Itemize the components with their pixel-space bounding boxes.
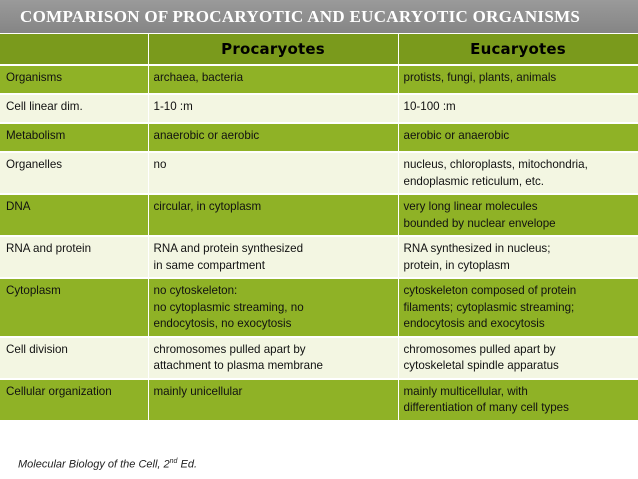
row-label: Cell division <box>0 337 148 379</box>
cell-line: nucleus, chloroplasts, mitochondria, <box>403 158 588 171</box>
procaryote-cell <box>148 194 398 236</box>
eucaryote-cell <box>398 236 638 278</box>
eucaryote-cell <box>398 278 638 337</box>
procaryote-cell <box>148 278 398 337</box>
row-label: Cytoplasm <box>0 278 148 337</box>
table-row <box>0 152 638 194</box>
table-header-row <box>0 34 638 65</box>
eucaryote-cell <box>398 65 638 94</box>
cell-line: mainly multicellular, with <box>403 384 528 398</box>
cell-line: 10-100 :m <box>403 100 456 113</box>
eucaryote-cell <box>398 379 638 421</box>
cell-line: RNA synthesized in nucleus; <box>403 242 551 255</box>
source-superscript: nd <box>169 458 178 465</box>
eucaryote-cell <box>398 337 638 379</box>
header-eucaryotes: Eucaryotes <box>398 34 638 65</box>
header-cell-empty <box>0 34 148 65</box>
cell-line: endocytosis, no exocytosis <box>153 317 292 330</box>
table-row <box>0 65 638 94</box>
cell-line: archaea, bacteria <box>153 71 244 84</box>
cell-line: protists, fungi, plants, animals <box>403 71 557 84</box>
cell-line: no <box>153 158 167 171</box>
cell-line: cytoskeleton composed of protein <box>403 284 577 297</box>
cell-line: aerobic or anaerobic <box>403 129 510 142</box>
procaryote-cell <box>148 123 398 152</box>
eucaryote-cell <box>398 94 638 123</box>
comparison-table <box>0 34 638 422</box>
cell-line: attachment to plasma membrane <box>153 359 323 372</box>
cell-line: chromosomes pulled apart by <box>403 342 556 356</box>
cell-line: cytoskeletal spindle apparatus <box>403 359 559 372</box>
table-row <box>0 379 638 421</box>
cell-line: no cytoplasmic streaming, no <box>153 300 304 314</box>
procaryote-cell <box>148 152 398 194</box>
row-label: Organisms <box>0 65 148 94</box>
cell-line: chromosomes pulled apart by <box>153 342 306 356</box>
cell-line: anaerobic or aerobic <box>153 129 260 142</box>
procaryote-cell <box>148 236 398 278</box>
source-citation <box>18 458 197 471</box>
header-procaryotes: Procaryotes <box>148 34 398 65</box>
row-label: Metabolism <box>0 123 148 152</box>
table-row <box>0 194 638 236</box>
cell-line: differentiation of many cell types <box>403 401 569 414</box>
procaryote-cell <box>148 379 398 421</box>
cell-line: bounded by nuclear envelope <box>403 216 556 230</box>
cell-line: 1-10 :m <box>153 100 193 113</box>
cell-line: endoplasmic reticulum, etc. <box>403 174 544 188</box>
eucaryote-cell <box>398 123 638 152</box>
table-row <box>0 236 638 278</box>
cell-line: endocytosis and exocytosis <box>403 317 545 330</box>
eucaryote-cell <box>398 152 638 194</box>
row-label: RNA and protein <box>0 236 148 278</box>
procaryote-cell <box>148 337 398 379</box>
page-title: COMPARISON OF PROCARYOTIC AND EUCARYOTIC ORGANISMS <box>0 0 638 33</box>
procaryote-cell <box>148 65 398 94</box>
row-label: Cellular organization <box>0 379 148 421</box>
cell-line: filaments; cytoplasmic streaming; <box>403 300 575 314</box>
row-label: DNA <box>0 194 148 236</box>
table-row <box>0 94 638 123</box>
cell-line: no cytoskeleton: <box>153 284 238 297</box>
cell-line: in same compartment <box>153 258 265 272</box>
cell-line: very long linear molecules <box>403 200 538 213</box>
source-suffix: Ed. <box>177 458 198 471</box>
cell-line: circular, in cytoplasm <box>153 200 262 213</box>
table-row <box>0 123 638 152</box>
eucaryote-cell <box>398 194 638 236</box>
source-title: Molecular Biology of the Cell, 2 <box>18 458 170 471</box>
cell-line: protein, in cytoplasm <box>403 258 510 272</box>
row-label: Organelles <box>0 152 148 194</box>
row-label: Cell linear dim. <box>0 94 148 123</box>
procaryote-cell <box>148 94 398 123</box>
table-row <box>0 278 638 337</box>
cell-line: RNA and protein synthesized <box>153 242 304 255</box>
cell-line: mainly unicellular <box>153 384 243 398</box>
table-body <box>0 65 638 421</box>
table-row <box>0 337 638 379</box>
